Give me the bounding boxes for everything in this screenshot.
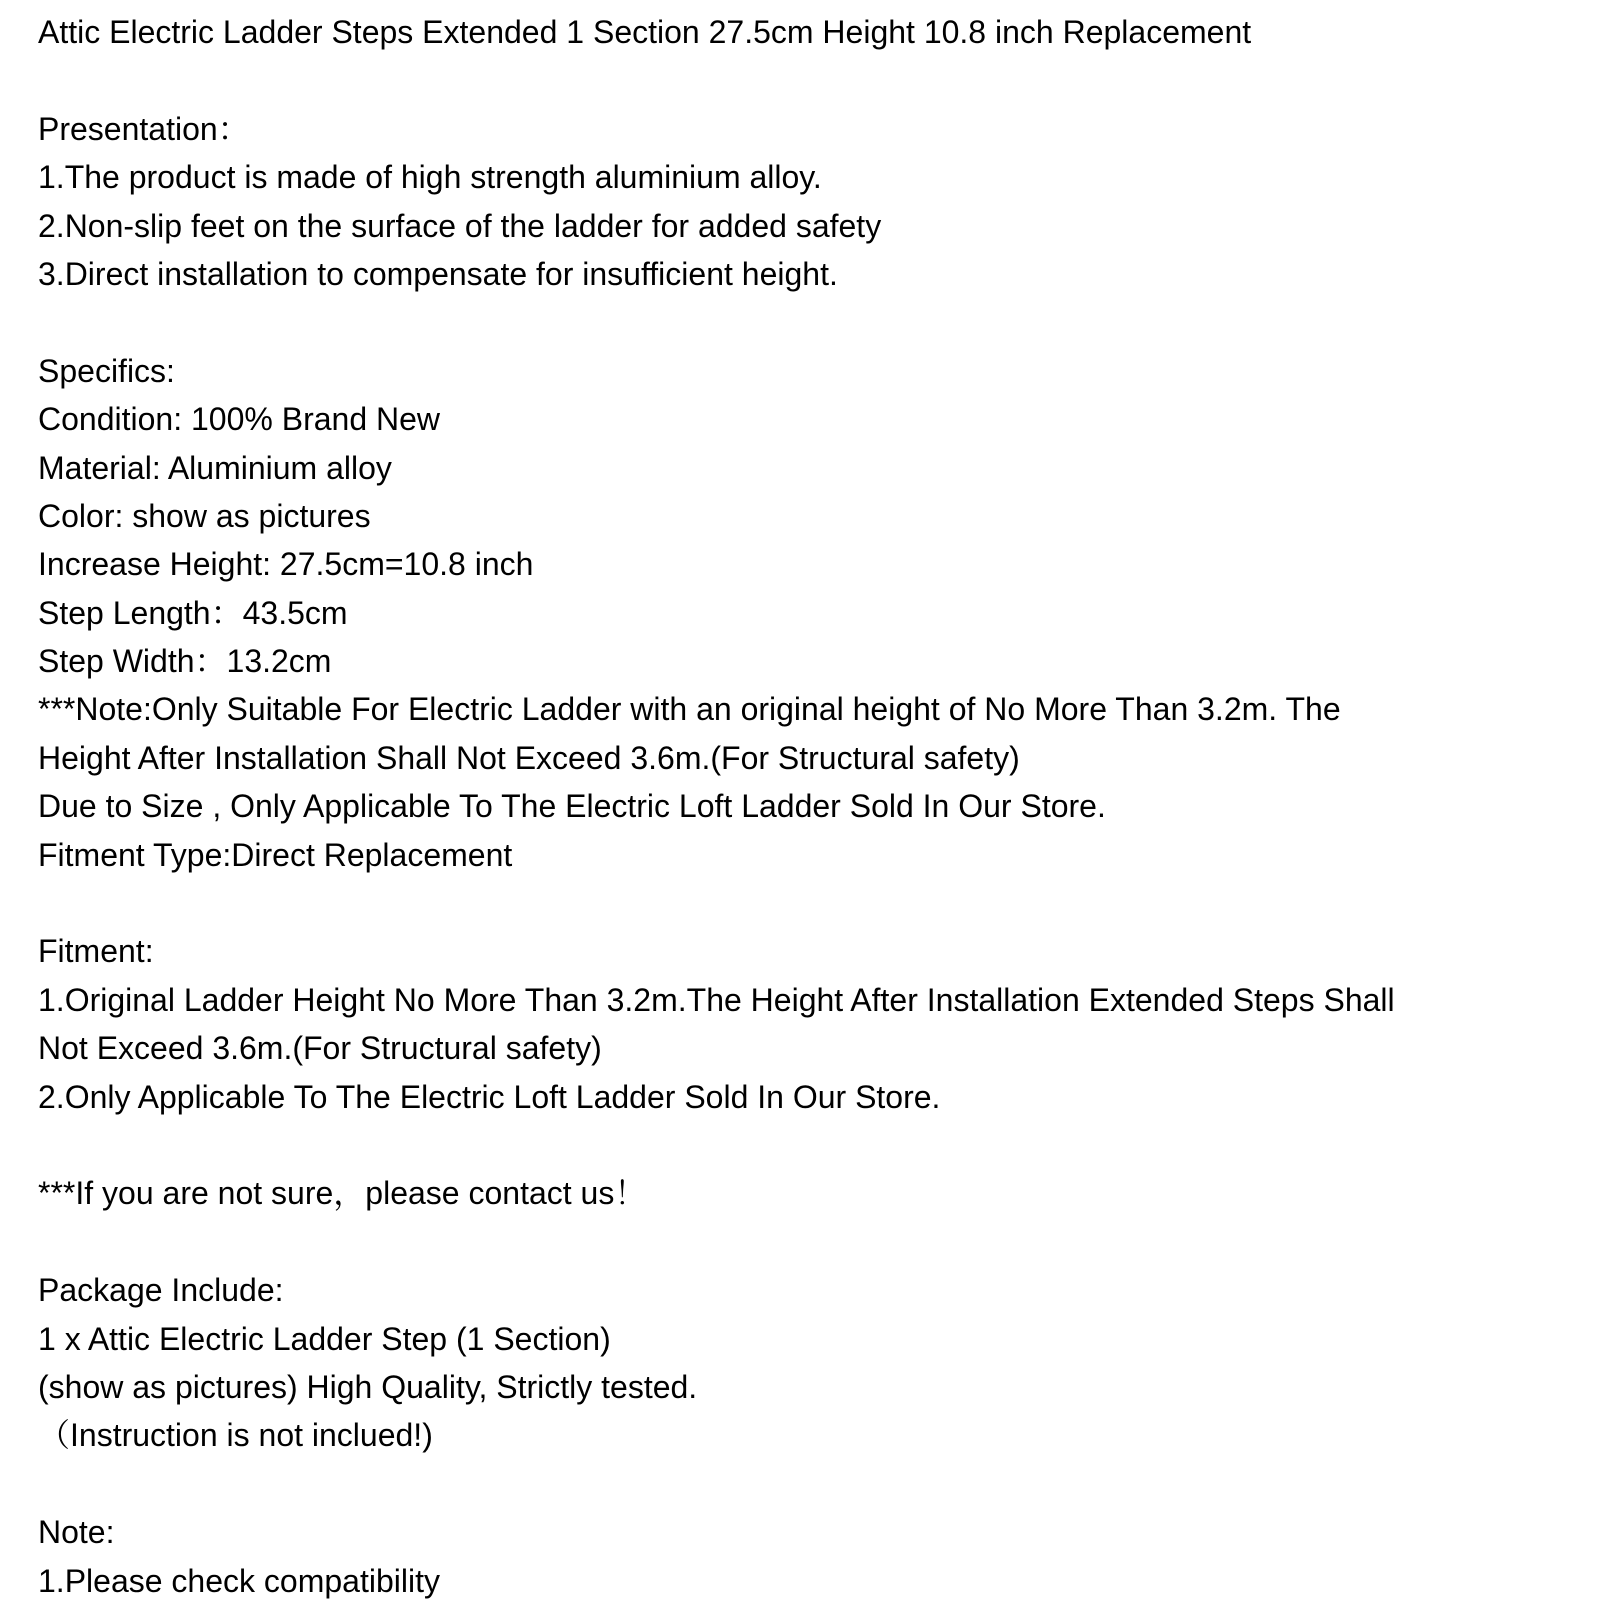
- spec-fitment-type: Fitment Type:Direct Replacement: [38, 836, 513, 873]
- fitment-item: 2.Only Applicable To The Electric Loft Ladder Sold In Our Store.: [38, 1078, 941, 1115]
- spec-increase-height: Increase Height: 27.5cm=10.8 inch: [38, 546, 534, 583]
- spec-condition: Condition: 100% Brand New: [38, 401, 441, 438]
- spec-material: Material: Aluminium alloy: [38, 449, 392, 486]
- note-item: 1.Please check compatibility: [38, 1562, 440, 1599]
- spacer: [38, 298, 1588, 346]
- presentation-heading: Presentation：: [38, 110, 250, 147]
- contact-note: ***If you are not sure，please contact us！: [38, 1175, 647, 1212]
- spec-color: Color: show as pictures: [38, 497, 371, 534]
- spec-size-note: Due to Size , Only Applicable To The Electric Loft Ladder Sold In Our Store.: [38, 788, 1106, 825]
- spec-note-line: ***Note:Only Suitable For Electric Ladder with an original height of No More Than 3.2m. The: [38, 691, 1341, 728]
- spec-note-line: Height After Installation Shall Not Exceed 3.6m.(For Structural safety): [38, 739, 1020, 776]
- fitment-item: 1.Original Ladder Height No More Than 3.2m.The Height After Installation Extended Steps Shall: [38, 981, 1395, 1018]
- note-section: [38, 1508, 1588, 1605]
- note-heading: Note:: [38, 1514, 115, 1551]
- spacer: [38, 1218, 1588, 1266]
- fitment-section: [38, 927, 1588, 1121]
- package-section: [38, 1266, 1588, 1460]
- presentation-item: 1.The product is made of high strength aluminium alloy.: [38, 159, 822, 196]
- spacer: [38, 879, 1588, 927]
- specifics-section: [38, 347, 1588, 879]
- presentation-item: 2.Non-slip feet on the surface of the ladder for added safety: [38, 207, 882, 244]
- spec-step-width: Step Width：13.2cm: [38, 643, 332, 680]
- fitment-heading: Fitment:: [38, 933, 154, 970]
- fitment-item: Not Exceed 3.6m.(For Structural safety): [38, 1030, 602, 1067]
- package-heading: Package Include:: [38, 1272, 284, 1309]
- product-title: Attic Electric Ladder Steps Extended 1 Section 27.5cm Height 10.8 inch Replacement: [38, 14, 1252, 50]
- spec-step-length: Step Length：43.5cm: [38, 594, 348, 631]
- specifics-heading: Specifics:: [38, 352, 175, 389]
- package-item: 1 x Attic Electric Ladder Step (1 Section): [38, 1320, 611, 1357]
- presentation-item: 3.Direct installation to compensate for insufficient height.: [38, 255, 838, 292]
- product-description: [38, 8, 1588, 1605]
- package-item: (show as pictures) High Quality, Strictly tested.: [38, 1368, 698, 1405]
- presentation-section: [38, 105, 1588, 299]
- spacer: [38, 1460, 1588, 1508]
- spacer: [38, 56, 1588, 104]
- spacer: [38, 1121, 1588, 1169]
- package-item: （Instruction is not inclued!): [38, 1417, 433, 1454]
